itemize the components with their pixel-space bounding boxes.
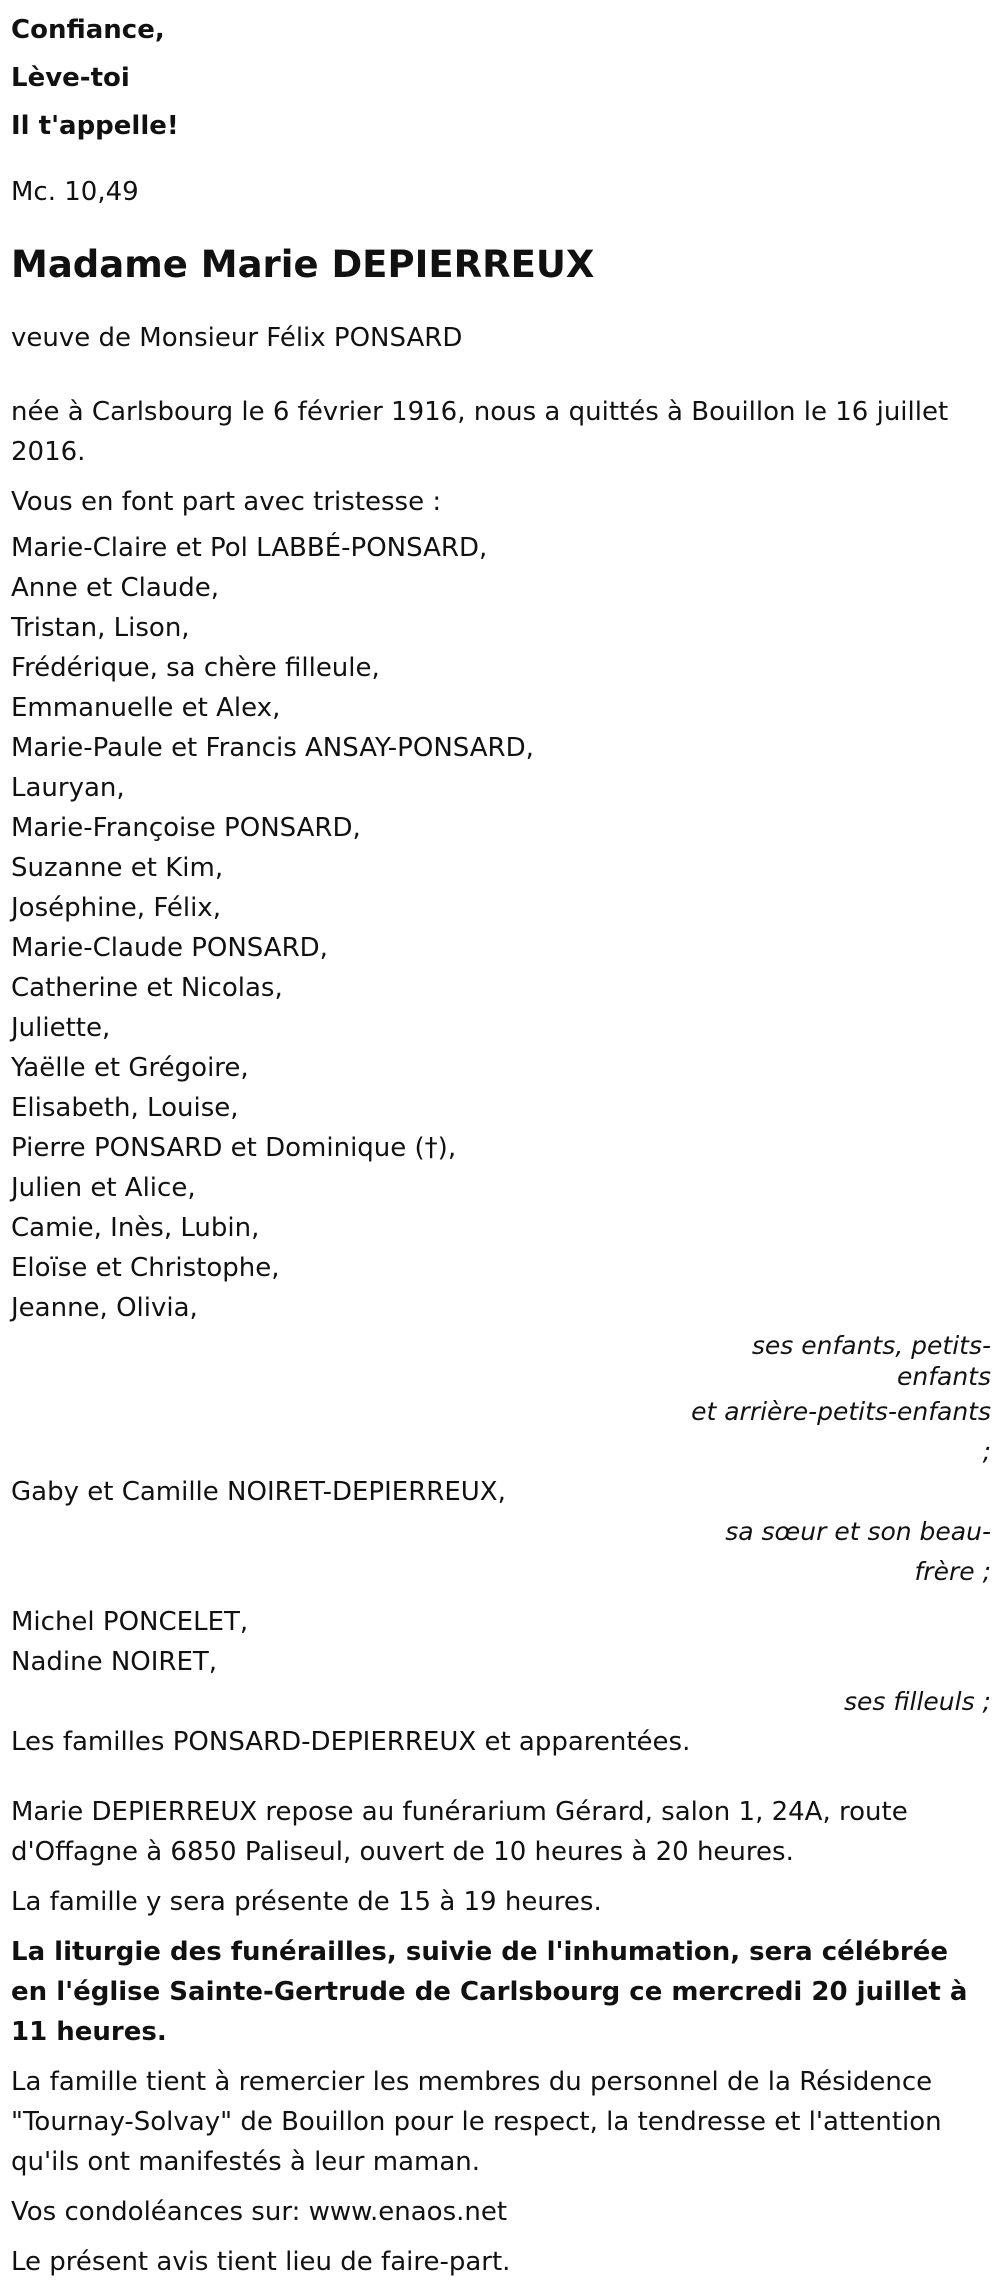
family-member: Pierre PONSARD et Dominique (†),	[11, 1133, 457, 1163]
family-member: Joséphine, Félix,	[11, 893, 221, 923]
condolences-link-text: Vos condoléances sur: www.enaos.net	[11, 2197, 508, 2227]
obituary-notice	[11, 6, 991, 2282]
family-member: Marie-Paule et Francis ANSAY-PONSARD,	[11, 733, 534, 763]
family-member: Elisabeth, Louise,	[11, 1093, 239, 1123]
funerarium-info: Marie DEPIERREUX repose au funérarium Gérard, salon 1, 24A, route d'Offagne à 6850 Paliseul, ouvert de 10 heures à 20 heures.	[11, 1797, 908, 1867]
family-member: Catherine et Nicolas,	[11, 973, 283, 1003]
family-member: Emmanuelle et Alex,	[11, 693, 281, 723]
verse-reference: Mc. 10,49	[11, 177, 139, 207]
sibling-names: Gaby et Camille NOIRET-DEPIERREUX,	[11, 1477, 506, 1507]
family-member: Yaëlle et Grégoire,	[11, 1053, 249, 1083]
family-member: Eloïse et Christophe,	[11, 1253, 280, 1283]
family-member: Anne et Claude,	[11, 573, 220, 603]
family-member: Jeanne, Olivia,	[11, 1293, 198, 1323]
family-member: Tristan, Lison,	[11, 613, 190, 643]
family-member: Frédérique, sa chère filleule,	[11, 653, 380, 683]
family-relation-note-2: et arrière-petits-enfants ;	[691, 1397, 991, 1466]
liturgy-info: La liturgie des funérailles, suivie de l'inhumation, sera célébrée en l'église Sainte-Gertrude de Carlsbourg ce mercredi 20 juillet à 11 heures.	[11, 1937, 968, 2047]
family-member: Julien et Alice,	[11, 1173, 196, 1203]
family-member: Juliette,	[11, 1013, 111, 1043]
family-list	[11, 528, 991, 1328]
verse-line-1: Confiance,	[11, 15, 165, 45]
announcement-intro: Vous en font part avec tristesse :	[11, 487, 442, 517]
thanks-text: La famille tient à remercier les membres du personnel de la Résidence "Tournay-Solvay" de Bouillon pour le respect, la tendresse et l'attention qu'ils ont manifestés à leur maman.	[11, 2067, 942, 2177]
closing-text: Le présent avis tient lieu de faire-part.	[11, 2247, 511, 2277]
extended-families: Les familles PONSARD-DEPIERREUX et apparentées.	[11, 1727, 691, 1757]
family-member: Marie-Claude PONSARD,	[11, 933, 328, 963]
family-member: Marie-Françoise PONSARD,	[11, 813, 361, 843]
godchild-name: Michel PONCELET,	[11, 1607, 249, 1637]
godchild-name: Nadine NOIRET,	[11, 1647, 218, 1677]
deceased-name: Madame Marie DEPIERREUX	[11, 243, 595, 286]
verse-line-2: Lève-toi	[11, 63, 130, 93]
sibling-relation-note: sa sœur et son beau-frère ;	[725, 1517, 991, 1586]
godchildren-relation-note: ses filleuls ;	[844, 1687, 991, 1716]
birth-death-text: née à Carlsbourg le 6 février 1916, nous a quittés à Bouillon le 16 juillet 2016.	[11, 397, 949, 467]
family-member: Marie-Claire et Pol LABBÉ-PONSARD,	[11, 533, 488, 563]
family-member: Lauryan,	[11, 773, 125, 803]
family-relation-note: ses enfants, petits-enfants	[751, 1331, 991, 1391]
family-member: Suzanne et Kim,	[11, 853, 224, 883]
family-presence-info: La famille y sera présente de 15 à 19 heures.	[11, 1887, 602, 1917]
verse-line-3: Il t'appelle!	[11, 111, 179, 141]
widow-of: veuve de Monsieur Félix PONSARD	[11, 323, 463, 353]
family-member: Camie, Inès, Lubin,	[11, 1213, 260, 1243]
